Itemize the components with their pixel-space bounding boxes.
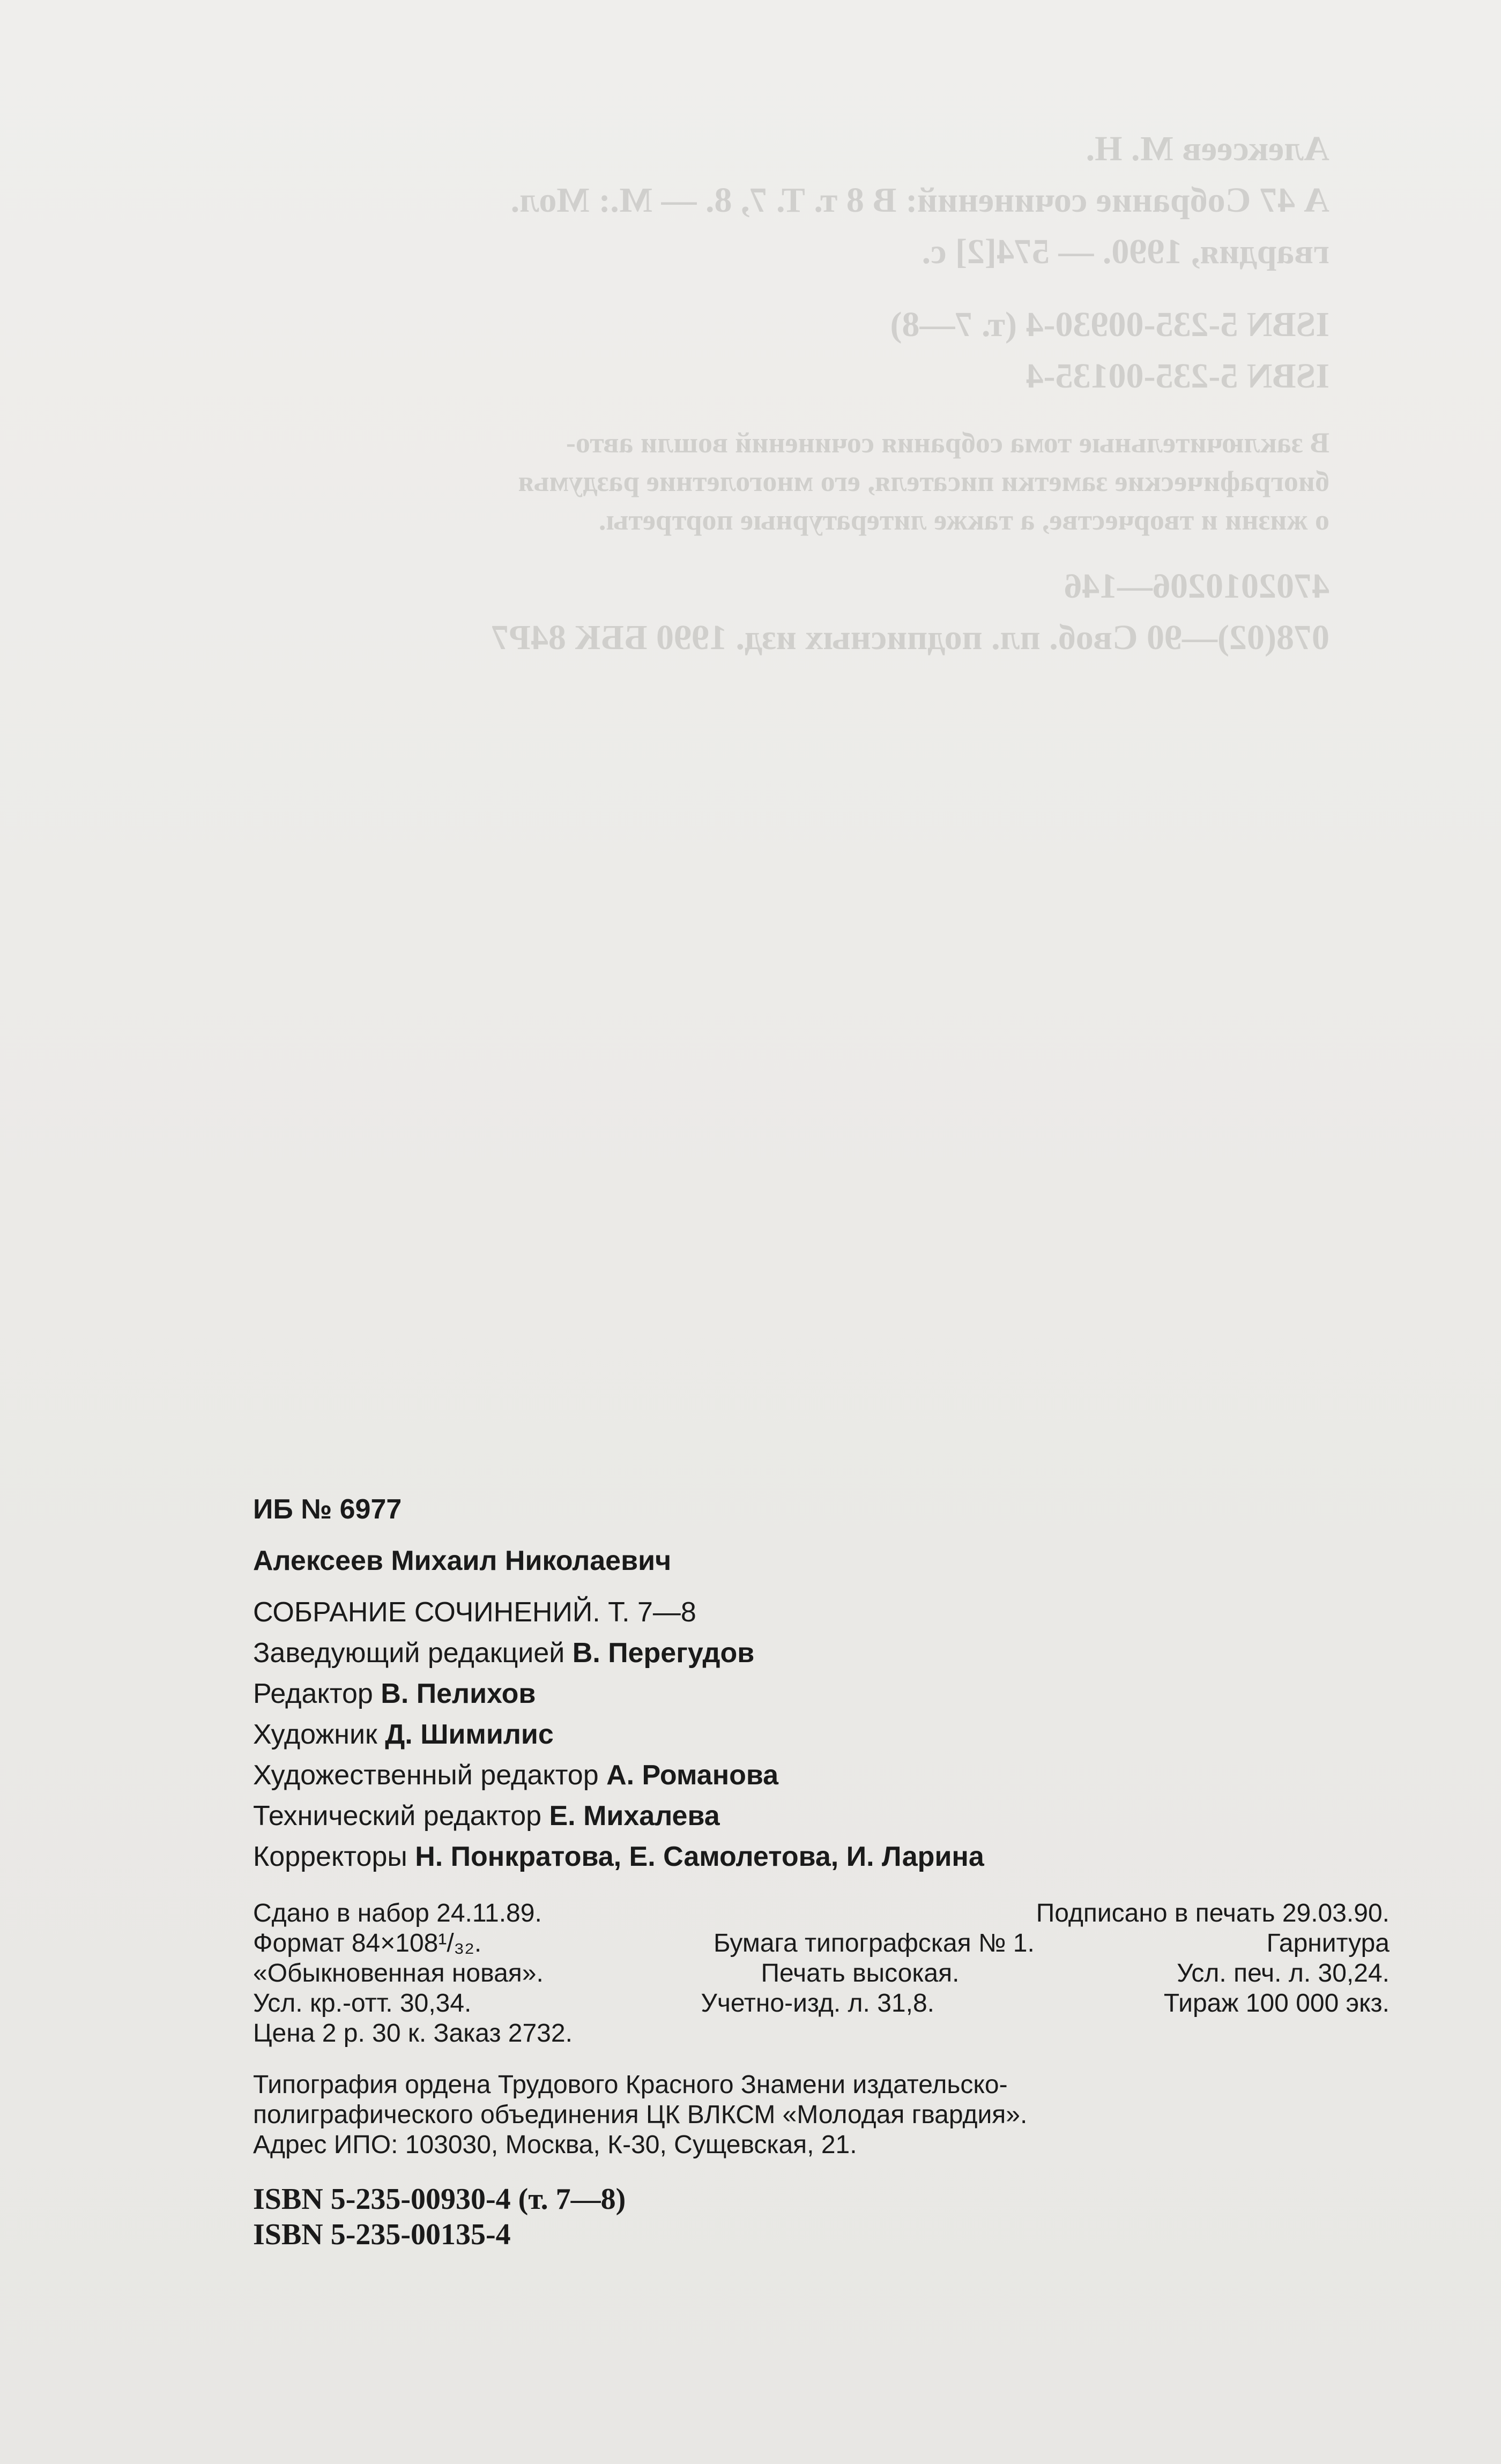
credit-line (253, 1714, 1389, 1755)
print-line (253, 1899, 1389, 1929)
isbn-volume: ISBN 5-235-00930-4 (т. 7—8) (253, 2183, 626, 2216)
signed-to-print-date: Подписано в печать 29.03.90. (1036, 1899, 1389, 1927)
color-impressions: Усл. кр.-отт. 30,34. (253, 1989, 472, 2018)
book-title: СОБРАНИЕ СОЧИНЕНИЙ. Т. 7—8 (253, 1597, 696, 1628)
credit-role: Технический редактор (253, 1800, 549, 1832)
credit-role: Художник (253, 1719, 385, 1750)
credit-role: Художественный редактор (253, 1760, 607, 1791)
bleed-line: ISBN 5-235-00135-4 (1026, 356, 1329, 396)
print-method: Печать высокая. (761, 1959, 960, 1987)
format: Формат 84×108¹/₃₂. (253, 1929, 482, 1957)
bleed-line: биографические заметки писателя, его многолетние раздумья (518, 465, 1329, 497)
isbn-set: ISBN 5-235-00135-4 (253, 2218, 511, 2251)
printer-address: Адрес ИПО: 103030, Москва, К-30, Сущевская, 21. (253, 2131, 857, 2159)
bleed-line: А 47 Собрание сочинений: В 8 т. Т. 7, 8. — М.: Мол. (510, 181, 1329, 220)
printer-text: полиграфического объединения ЦК ВЛКСМ «Молодая гвардия». (253, 2101, 1028, 2129)
ib-number-line (253, 1489, 1389, 1530)
credit-line (253, 1796, 1389, 1836)
credit-line (253, 1836, 1389, 1877)
bleed-line: ISBN 5-235-00930-4 (т. 7—8) (890, 305, 1329, 344)
typeface-label: Гарнитура (1266, 1929, 1389, 1957)
credit-name: Н. Понкратова, Е. Самолетова, И. Ларина (415, 1841, 984, 1872)
print-details (253, 1899, 1389, 2049)
printer-info (253, 2070, 1389, 2160)
bleed-line: гвардия, 1990. — 574[2] с. (922, 232, 1329, 271)
credit-role: Корректоры (253, 1841, 415, 1872)
ib-label: ИБ № (253, 1494, 340, 1525)
print-line (253, 1989, 1389, 2019)
credit-name: В. Перегудов (572, 1637, 755, 1669)
print-line (253, 1959, 1389, 1989)
credit-role: Редактор (253, 1678, 381, 1709)
price-order: Цена 2 р. 30 к. Заказ 2732. (253, 2019, 573, 2048)
colophon (253, 1489, 1389, 2252)
printer-line (253, 2100, 1389, 2130)
bleed-line: 4702010206—146 (1064, 567, 1329, 606)
print-line (253, 1929, 1389, 1959)
bleed-line: о жизни и творчестве, а также литературные портреты. (598, 504, 1329, 536)
credit-line (253, 1633, 1389, 1673)
credit-name: В. Пелихов (381, 1678, 536, 1709)
credit-role: Заведующий редакцией (253, 1637, 573, 1669)
typeset-date: Сдано в набор 24.11.89. (253, 1899, 542, 1927)
bleed-line: Алексеев М. Н. (1086, 129, 1329, 168)
printed-sheets: Усл. печ. л. 30,24. (1177, 1959, 1389, 1987)
bleed-line: В заключительные тома собрания сочинений вошли авто- (566, 427, 1329, 459)
ib-number: 6977 (339, 1494, 402, 1525)
publishing-sheets: Учетно-изд. л. 31,8. (701, 1989, 934, 2018)
print-run: Тираж 100 000 экз. (1163, 1989, 1389, 2018)
credit-line (253, 1673, 1389, 1714)
typeface-name: «Обыкновенная новая». (253, 1959, 544, 1987)
reverse-side-show-through (177, 123, 1329, 664)
credit-line (253, 1755, 1389, 1796)
printer-text: Типография ордена Трудового Красного Знамени издательско- (253, 2071, 1008, 2099)
paper: Бумага типографская № 1. (713, 1929, 1035, 1957)
printer-line (253, 2070, 1389, 2100)
credit-name: Е. Михалева (549, 1800, 720, 1832)
credit-name: Д. Шимилис (385, 1719, 554, 1750)
author-name: Алексеев Михаил Николаевич (253, 1545, 672, 1576)
credit-name: А. Романова (606, 1760, 779, 1791)
bleed-line: 078(02)—90 Своб. пл. подписных изд. 1990 ББК 84Р7 (491, 618, 1329, 657)
